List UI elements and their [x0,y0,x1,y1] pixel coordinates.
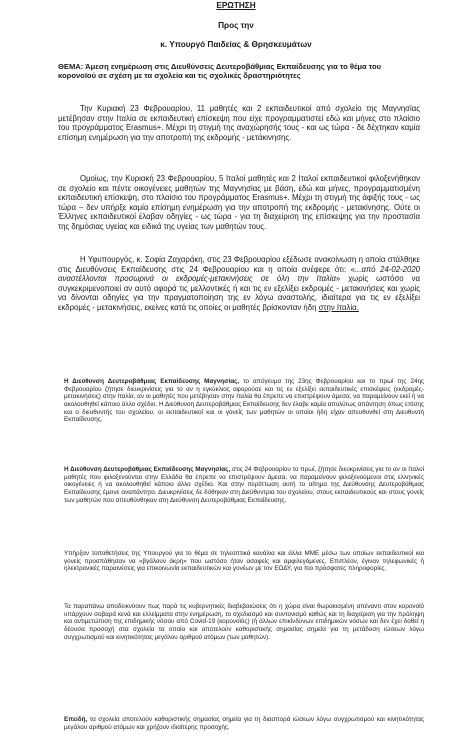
scanned-paragraph-gaps: Τα παραπάνω αποδεικνύουν πως παρά τις κυβερνητικές διαβεβαιώσεις ότι η χώρα είναι θωρακισμένη απέναντι στον κορονοϊό υπάρχουν σοβαρά κενά και ελλείμματα στην ενημέρωση, το σχεδιασμό και συντονισμό καθώς και τη διαχείριση για την πρόληψη και αντιμετώπιση της επιδημικής νόσου από Covid-19 (κορονοϊός) (ή άλλων επικίνδυνων επιδημικών νόσων και δεν έχει δοθεί η δέουσα προσοχή στα σχολεία τα οποία και αποτελούν καθοριστικής σημασίας σημεία για τη μετάδοση ιώσεων λόγω συγχρωτισμού και κινητικότητας μεγάλου αριθμού ατόμων (των μαθητών). [64,603,424,641]
paragraph-deputy-minister-start: Η Υφυπουργός, κ. Σοφία Ζαχαράκη, στις 23 Φεβρουαρίου εξέδωσε ανακοίνωση η οποία στάλθηκε στις Διευθύνσεις Εκπαίδευσης στις 24 Φεβρουαρίου και η οποία ανέφερε ότι: « [58,255,420,274]
paragraph-deputy-minister [58,255,420,313]
scanned-lead: Επειδή, [64,716,88,723]
recipient-line: κ. Υπουργό Παιδείας & Θρησκευμάτων [160,40,312,49]
subject-block [58,62,420,81]
scanned-lead: Η Διεύθυνση Δευτεροβάθμιας Εκπαίδευσης Μαγνησίας, [64,378,240,385]
subject-label: ΘΕΜΑ: [58,62,84,71]
scanned-paragraph-whereas [64,716,424,731]
scanned-paragraph-italian-students [64,466,424,504]
scanned-paragraph-media-statements: Υπήρξαν τοποθετήσεις της Υπουργού για το θέμα σε τηλεοπτικά κανάλια και άλλα ΜΜΕ μέσω των οποίων εκπαιδευτικοί και γονείς προσπάθησαν να «βγάλουν άκρη» που ωστόσο ήταν ασαφείς και αμφιλεγόμενες. Επιπλέον, έγιναν τηλεφωνικές ή ηλεκτρονικές παραινέσεις για επικοινωνία εκπαιδευτικών και γονέων με τον ΕΟΔΥ, για πιο πρόσφατες πληροφορίες. [64,550,424,573]
scanned-body: στις 24 Φεβρουαρίου το πρωί, ζήτησε διευκρινίσεις για το αν οι Ιταλοί μαθητές που φιλοξενούνται στην Ελλάδα θα έπρεπε να επιστρέψουν άμεσα, να παραμείνουν φιλοξενούμενοι στις ελληνικές οικογένειες ή να ακολουθηθεί κάποιο άλλο σχέδιο. Και στην περίπτωση αυτή το αίτημα της Διεύθυνσης Δευτεροβάθμιας Εκπαίδευσης έμεινε αναπάντητο. Διευκρινίσεις δε δόθηκαν στη Διεύθυντρια του σχολείου, στους εκπαιδευτικούς και στους γονείς των μαθητών που απευθύνθηκαν στη Διεύθυνση Δευτεροβάθμιας Εκπαίδευσης. [64,466,424,504]
paragraph-deputy-minister-end: στην Ιταλία. [318,302,359,312]
paragraph-italian-visitors: Ομοίως, την Κυριακή 23 Φεβρουαρίου, 5 Ιταλοί μαθητές και 2 Ιταλοί εκπαιδευτικοί φιλοξενήθηκαν σε σχολείο και πέντε οικογένειες μαθητών της Μαγνησίας με βάση, εδώ και μήνες, προγραμματισμένη εκπαιδευτική επίσκεψη, στο πλαίσιο του προγράμματος Erasmus+. Μέχρι τη στιγμή της άφιξής τους - ως τώρα – δεν υπήρξε καμία επίσημη ενημέρωση για την αποτροπή της εκδρομής - μετακίνησης. Ούτε οι Έλληνες εκπαιδευτικοί έλαβαν οδηγίες - ως τώρα - για τη διαχείριση της επίσκεψης για την προστασία της δημόσιας υγείας και ειδικά της υγείας των μαθητών τους. [58,174,420,231]
paragraph-deputy-minister-middle: » χωρίς ωστόσο να συγκεκριμενοποιεί αν αυτό αφορά τις μελλοντικές ή και τις εν εξελίξει εκδρομές - μετακινήσεις και χωρίς να δίνονται οδηγίες για την πραγματοποίηση της εν λόγω αναστολής, ιδιαίτερα για τις εν εξελίξει εκδρομές - μετακινήσεις, εκείνες κατά τις οποίες οι μαθητές βρίσκονταν ήδη [58,274,420,312]
scanned-body: το απόγευμα της 23ης Φεβρουαρίου και το πρωί της 24ης Φεβρουαρίου ζήτησε διευκρινίσεις για το αν η εγκύκλιος αφορούσε και τις εν εξελίξει εκπαιδευτικές επισκέψεις (εκδρομές-μετακινήσεις) στην Ιταλία, αν οι μαθητές που μετέβησαν στην Ιταλία θα έπρεπε να επιστρέψουν άμεσα, να παραμείνουν εκεί ή να ακολουθηθεί κάποιο άλλο σχέδιο. Η Διεύθυνση Δευτεροβάθμιας Εκπαίδευσης δεν έλαβε καμία απολύτως απάντηση όπως επίσης και ο διευθυντής του σχολείου, οι εκπαιδευτικοί και οι γονείς των μαθητών οι οποίοι ήδη είχαν απευθυνθεί στη Διευθυντή Εκπαίδευσης. [64,378,424,424]
scanned-paragraph-directorate-request [64,378,424,424]
subject-text: Άμεση ενημέρωση στις Διευθύνσεις Δευτεροβάθμιας Εκπαίδευσης για το θέμα του κορονοϊού σε σχέση με τα σχολεία και τις σχολικές δραστηριότητες [58,62,382,81]
quoted-announcement: ...από 24-02-2020 αναστέλλονται προσωρινά οι εκδρομές-μετακινήσεις σε όλη την Ιταλία [58,264,420,284]
scanned-body: τα σχολεία αποτελούν καθοριστικής σημασίας σημεία για τη διασπορά ιώσεων λόγω συγχρωτισμού και κινητικότητας μεγάλου αριθμού ατόμων και χρήζουν ιδιαίτερης προσοχής. [64,716,424,731]
paragraph-trip-to-italy: Την Κυριακή 23 Φεβρουαρίου, 11 μαθητές και 2 εκπαιδευτικοί από σχολείο της Μαγνησίας μετέβησαν στην Ιταλία σε εκπαιδευτική επίσκεψη που είχε προγραμματιστεί εδώ και μήνες στο πλαίσιο του προγράμματος Erasmus+. Μέχρι τη στιγμή της αναχώρησής τους - και ως τώρα - δε δέχτηκαν καμία επίσημη ενημέρωση για την αποτροπή της εκδρομής - μετάκινησης. [58,104,420,142]
document-title: ΕΡΩΤΗΣΗ [216,1,256,10]
scanned-lead: Η Διεύθυνση Δευτεροβάθμιας Εκπαίδευσης Μαγνησίας, [64,466,231,473]
addressee-line: Προς την [218,21,254,30]
